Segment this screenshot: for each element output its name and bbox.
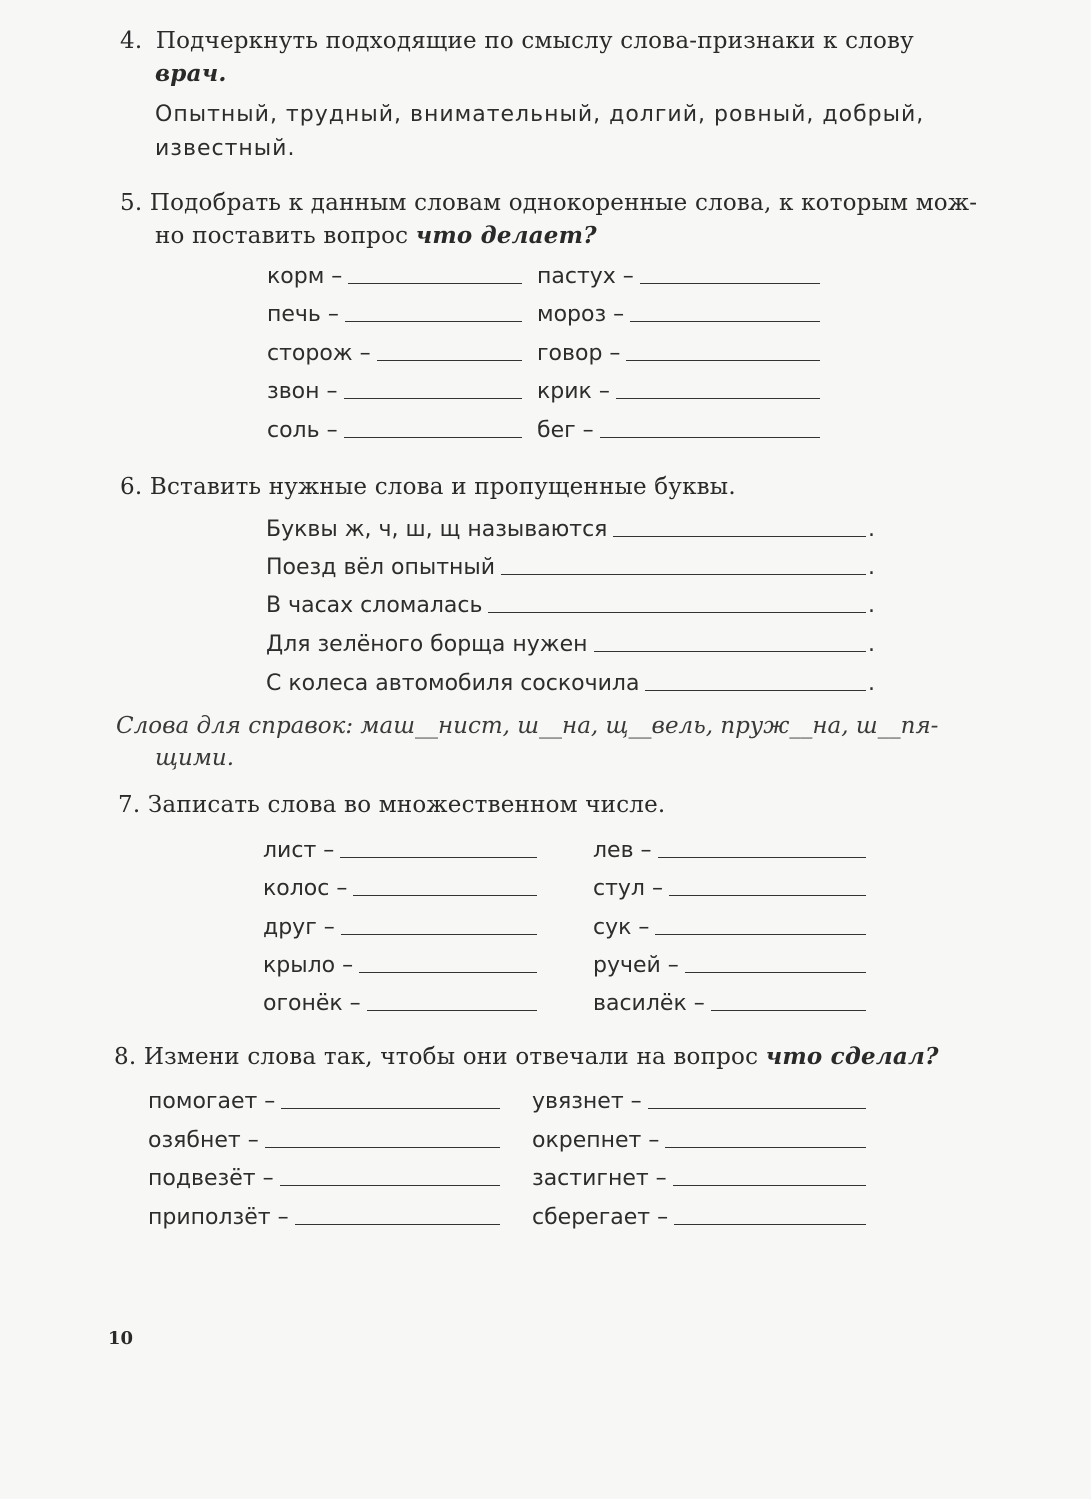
task7-right-item-word: сук – — [593, 915, 650, 940]
task8-text: Измени слова так, чтобы они отвечали на вопрос — [143, 1044, 759, 1070]
task6-sentence-period: . — [868, 671, 875, 696]
task5-text-line1: Подобрать к данным словам однокоренные слова, к которым мож- — [149, 190, 978, 216]
task8-right-item-word: сберегает – — [532, 1205, 669, 1230]
task7-right-item-answer-line[interactable] — [655, 934, 866, 935]
task8-left-item — [148, 1089, 500, 1114]
task5-right-item — [537, 379, 820, 404]
task6-sentence-answer-line[interactable] — [613, 536, 866, 537]
task5-left-item — [267, 379, 522, 404]
task6-sentence-period: . — [868, 593, 875, 618]
task5-left-item-word: печь – — [267, 302, 339, 327]
task6-sentence-period: . — [868, 517, 875, 542]
task8-question: что сделал? — [765, 1043, 939, 1070]
task6-text: Вставить нужные слова и пропущенные буквы. — [149, 474, 736, 500]
task6-sentence-word: С колеса автомобиля соскочила — [266, 671, 640, 696]
task8-left-item-answer-line[interactable] — [295, 1224, 500, 1225]
task8-right-item — [532, 1205, 866, 1230]
task5-left-item — [267, 264, 522, 289]
task6-sentence-answer-line[interactable] — [645, 690, 866, 691]
task7-left-item-word: крыло – — [263, 953, 354, 978]
task5-left-item-answer-line[interactable] — [377, 360, 522, 361]
task5-left-item-answer-line[interactable] — [344, 398, 522, 399]
task7-right-item — [593, 838, 866, 863]
task7-right-item — [593, 953, 866, 978]
task7-left-item-answer-line[interactable] — [359, 972, 537, 973]
task5-right-item-answer-line[interactable] — [630, 321, 820, 322]
task7-left-item-answer-line[interactable] — [367, 1010, 537, 1011]
task6-sentence — [266, 555, 875, 580]
task6-sentence — [266, 632, 875, 657]
task5-left-item — [267, 418, 522, 443]
task7-right-item-word: лев – — [593, 838, 652, 863]
task6-sentence-answer-line[interactable] — [594, 651, 867, 652]
task5-right-item-answer-line[interactable] — [640, 283, 820, 284]
task5-right-item — [537, 341, 820, 366]
task7-right-item-word: василёк – — [593, 991, 705, 1016]
task7-right-item-answer-line[interactable] — [711, 1010, 866, 1011]
task5-right-item-word: бег – — [537, 418, 594, 443]
task5-text-line2: но поставить вопрос — [155, 223, 409, 249]
task4-text: Подчеркнуть подходящие по смыслу слова-признаки к слову — [155, 28, 914, 54]
task5-number: 5. — [120, 190, 143, 216]
task4-heading — [120, 28, 914, 54]
task6-sentence-answer-line[interactable] — [501, 574, 866, 575]
task5-right-item-answer-line[interactable] — [616, 398, 820, 399]
task7-left-item-word: лист – — [263, 838, 335, 863]
task7-left-item-answer-line[interactable] — [353, 895, 537, 896]
task5-right-item-word: мороз – — [537, 302, 625, 327]
task5-left-item-word: сторож – — [267, 341, 371, 366]
task8-right-item-answer-line[interactable] — [648, 1108, 866, 1109]
task4-words-line2: известный. — [155, 136, 296, 161]
task5-right-item-answer-line[interactable] — [626, 360, 820, 361]
task6-sentence-period: . — [868, 555, 875, 580]
task5-question: что делает? — [415, 222, 597, 249]
task5-right-item-answer-line[interactable] — [600, 437, 820, 438]
task5-left-item-answer-line[interactable] — [348, 283, 522, 284]
task4-words-line1: Опытный, трудный, внимательный, долгий, ровный, добрый, — [155, 102, 925, 127]
task4-number: 4. — [120, 28, 143, 54]
task6-heading — [120, 474, 736, 500]
task5-right-item-word: говор – — [537, 341, 621, 366]
task8-right-item — [532, 1089, 866, 1114]
task7-left-item-answer-line[interactable] — [340, 857, 537, 858]
task5-left-item-word: корм – — [267, 264, 343, 289]
task5-left-item-word: звон – — [267, 379, 338, 404]
page-number: 10 — [108, 1328, 134, 1349]
task6-sentence-period: . — [868, 632, 875, 657]
task6-sentence-answer-line[interactable] — [488, 612, 866, 613]
task4-keyword: врач. — [155, 60, 227, 87]
task8-right-item-answer-line[interactable] — [674, 1224, 866, 1225]
task6-sentence-word: Для зелёного борща нужен — [266, 632, 588, 657]
task7-left-item-word: колос – — [263, 876, 348, 901]
task8-right-item-word: увязнет – — [532, 1089, 642, 1114]
task5-text-line2-row — [155, 222, 597, 249]
task7-left-item-word: огонёк – — [263, 991, 361, 1016]
task7-right-item-answer-line[interactable] — [669, 895, 866, 896]
task7-left-item-word: друг – — [263, 915, 335, 940]
task8-left-item — [148, 1128, 500, 1153]
task6-sentence — [266, 517, 875, 542]
task8-right-item-word: застигнет – — [532, 1166, 667, 1191]
task5-left-item-answer-line[interactable] — [344, 437, 522, 438]
task8-left-item — [148, 1166, 500, 1191]
task7-right-item — [593, 876, 866, 901]
task7-left-item — [263, 876, 537, 901]
task5-left-item-answer-line[interactable] — [345, 321, 522, 322]
task7-right-item — [593, 915, 866, 940]
task6-reference-line1: Слова для справок: маш__нист, ш__на, щ__вель, пруж__на, ш__пя- — [116, 713, 939, 739]
task5-heading — [120, 190, 977, 216]
task7-right-item-answer-line[interactable] — [685, 972, 866, 973]
task4-keyword-line — [155, 60, 227, 87]
task6-sentence-word: В часах сломалась — [266, 593, 483, 618]
task6-sentence-word: Поезд вёл опытный — [266, 555, 496, 580]
task8-left-item-answer-line[interactable] — [281, 1108, 500, 1109]
task7-right-item-word: стул – — [593, 876, 663, 901]
task8-left-item-word: приползёт – — [148, 1205, 289, 1230]
task6-sentence — [266, 593, 875, 618]
task5-right-item-word: крик – — [537, 379, 610, 404]
task5-right-item — [537, 264, 820, 289]
task6-sentence — [266, 671, 875, 696]
task7-left-item-answer-line[interactable] — [341, 934, 537, 935]
task8-right-item-answer-line[interactable] — [665, 1147, 866, 1148]
task8-left-item-answer-line[interactable] — [280, 1185, 500, 1186]
task5-left-item-word: соль – — [267, 418, 338, 443]
task7-heading — [118, 792, 665, 818]
task7-left-item — [263, 915, 537, 940]
task8-heading — [114, 1043, 939, 1070]
task6-sentence-word: Буквы ж, ч, ш, щ называются — [266, 517, 608, 542]
task8-right-item — [532, 1128, 866, 1153]
task8-right-item — [532, 1166, 866, 1191]
task5-right-item — [537, 302, 820, 327]
task7-right-item-answer-line[interactable] — [658, 857, 866, 858]
task7-left-item — [263, 838, 537, 863]
task7-left-item — [263, 991, 537, 1016]
task5-right-item-word: пастух – — [537, 264, 634, 289]
task6-reference-line2: щими. — [155, 745, 235, 771]
task5-left-item — [267, 341, 522, 366]
task7-right-item-word: ручей – — [593, 953, 679, 978]
task8-left-item-word: помогает – — [148, 1089, 276, 1114]
task7-text: Записать слова во множественном числе. — [147, 792, 666, 818]
task7-number: 7. — [118, 792, 141, 818]
task6-number: 6. — [120, 474, 143, 500]
task8-right-item-word: окрепнет – — [532, 1128, 660, 1153]
task8-left-item — [148, 1205, 500, 1230]
task5-left-item — [267, 302, 522, 327]
task8-right-item-answer-line[interactable] — [673, 1185, 866, 1186]
task5-right-item — [537, 418, 820, 443]
task8-number: 8. — [114, 1044, 137, 1070]
task8-left-item-word: подвезёт – — [148, 1166, 274, 1191]
task7-right-item — [593, 991, 866, 1016]
task8-left-item-answer-line[interactable] — [265, 1147, 500, 1148]
task7-left-item — [263, 953, 537, 978]
task8-left-item-word: озябнет – — [148, 1128, 259, 1153]
